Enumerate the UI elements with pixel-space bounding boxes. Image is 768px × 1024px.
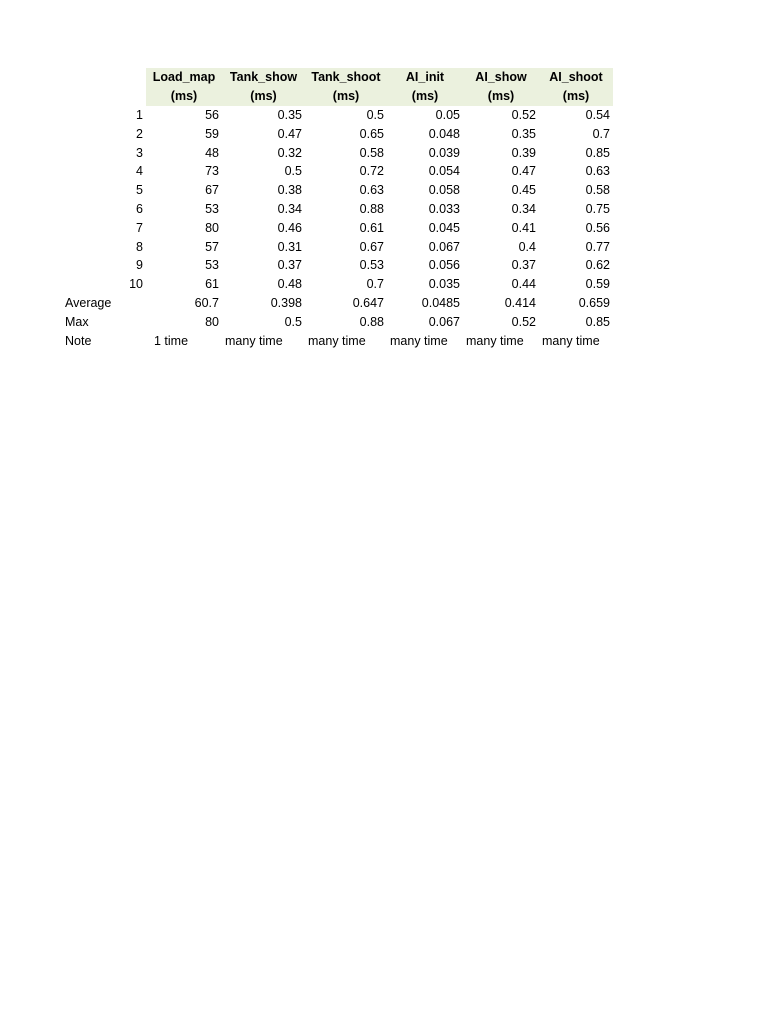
table-cell: 0.035 [428,277,460,292]
table-cell: 1 time [154,333,189,348]
table-cell: 0.44 [511,277,536,292]
table-cell: 0.414 [504,295,536,310]
table-cell: 0.5 [284,164,302,179]
table-cell: 0.48 [277,277,302,292]
header-unit-ai-init: (ms) [387,87,463,106]
header-unit-tank-show: (ms) [222,87,305,106]
table-cell: 0.659 [578,295,610,310]
row-label: 10 [129,277,143,292]
table-cell: 0.65 [359,126,384,141]
header-corner [62,68,146,87]
table-cell: 0.46 [277,220,302,235]
table-cell: 80 [205,220,219,235]
table-cell: 0.37 [277,258,302,273]
header-tank-show: Tank_show [222,68,305,87]
table-cell: 0.32 [277,145,302,160]
table-row [62,200,613,219]
table-cell: 73 [205,164,219,179]
table-cell: 61 [205,277,219,292]
row-label: 1 [136,108,143,122]
note-row [62,332,613,351]
table-cell: 0.067 [428,314,460,329]
row-label: 6 [136,201,143,216]
table-cell: many time [542,333,600,348]
row-label: 8 [136,239,143,254]
table-cell: 0.39 [511,145,536,160]
table-cell: 0.37 [511,258,536,273]
table-cell: 0.05 [435,108,460,122]
header-unit-tank-shoot: (ms) [305,87,387,106]
table-cell: 0.067 [428,239,460,254]
header-unit-load-map: (ms) [146,87,222,106]
header-ai-shoot: AI_shoot [539,68,613,87]
table-row [62,125,613,144]
table-cell: 0.58 [359,145,384,160]
table-cell: 0.0485 [421,295,460,310]
table-body [62,106,613,350]
table-cell: 0.38 [277,183,302,198]
table-cell: many time [225,333,283,348]
table-cell: 0.7 [592,126,610,141]
table-cell: 0.647 [352,295,384,310]
table-cell: 0.5 [366,108,384,122]
table-cell: 0.58 [585,183,610,198]
table-cell: 57 [205,239,219,254]
row-label: 5 [136,183,143,198]
summary-row [62,294,613,313]
table-cell: 0.77 [585,239,610,254]
table-cell: 0.75 [585,201,610,216]
row-label: 2 [136,126,143,141]
table-cell: 0.54 [585,108,610,122]
table-header [62,68,613,106]
table-cell: 0.31 [277,239,302,254]
table-cell: many time [466,333,524,348]
table-row [62,256,613,275]
summary-row [62,313,613,332]
table-cell: 0.85 [585,145,610,160]
table-row [62,275,613,294]
table-cell: 0.61 [359,220,384,235]
row-label: 9 [136,258,143,273]
header-ai-init: AI_init [387,68,463,87]
table-cell: 0.045 [428,220,460,235]
table-cell: 0.52 [511,314,536,329]
table-cell: 67 [205,183,219,198]
table-row [62,219,613,238]
table-cell: 0.85 [585,314,610,329]
table-cell: 0.058 [428,183,460,198]
table-cell: 0.35 [277,108,302,122]
table-cell: 0.88 [359,314,384,329]
row-label: 7 [136,220,143,235]
table-cell: 0.59 [585,277,610,292]
timing-table [62,68,613,350]
header-unit-row [62,87,613,106]
table-cell: 0.34 [277,201,302,216]
header-name-row [62,68,613,87]
table-row [62,181,613,200]
table-cell: many time [308,333,366,348]
table-cell: 0.7 [366,277,384,292]
table-cell: 0.47 [511,164,536,179]
table-cell: 0.53 [359,258,384,273]
table-cell: 0.45 [511,183,536,198]
table-cell: many time [390,333,448,348]
table-cell: 56 [205,108,219,122]
table-cell: 0.033 [428,201,460,216]
header-unit-ai-show: (ms) [463,87,539,106]
table-cell: 0.056 [428,258,460,273]
row-label: Average [65,295,112,310]
table-cell: 0.048 [428,126,460,141]
table-cell: 0.52 [511,108,536,122]
table-cell: 0.35 [511,126,536,141]
table-cell: 0.88 [359,201,384,216]
table-row [62,238,613,257]
table-cell: 0.72 [359,164,384,179]
table-cell: 60.7 [194,295,219,310]
table-row [62,162,613,181]
table-cell: 0.054 [428,164,460,179]
table-cell: 0.63 [585,164,610,179]
table-cell: 53 [205,201,219,216]
table-cell: 0.41 [511,220,536,235]
row-label: 3 [136,145,143,160]
table-cell: 0.398 [270,295,302,310]
table-cell: 80 [205,314,219,329]
row-label: Max [65,314,89,329]
header-corner-unit [62,87,146,106]
header-tank-shoot: Tank_shoot [305,68,387,87]
table-cell: 53 [205,258,219,273]
table-cell: 0.47 [277,126,302,141]
table-cell: 0.4 [518,239,536,254]
header-ai-show: AI_show [463,68,539,87]
table-cell: 0.039 [428,145,460,160]
table-cell: 59 [205,126,219,141]
header-load-map: Load_map [146,68,222,87]
table-cell: 0.56 [585,220,610,235]
table-cell: 0.5 [284,314,302,329]
table-cell: 0.67 [359,239,384,254]
table-cell: 0.63 [359,183,384,198]
table-cell: 0.34 [511,201,536,216]
row-label: 4 [136,164,143,179]
row-label: Note [65,333,92,348]
table-row [62,106,613,125]
table-row [62,144,613,163]
header-unit-ai-shoot: (ms) [539,87,613,106]
table-cell: 48 [205,145,219,160]
table-cell: 0.62 [585,258,610,273]
